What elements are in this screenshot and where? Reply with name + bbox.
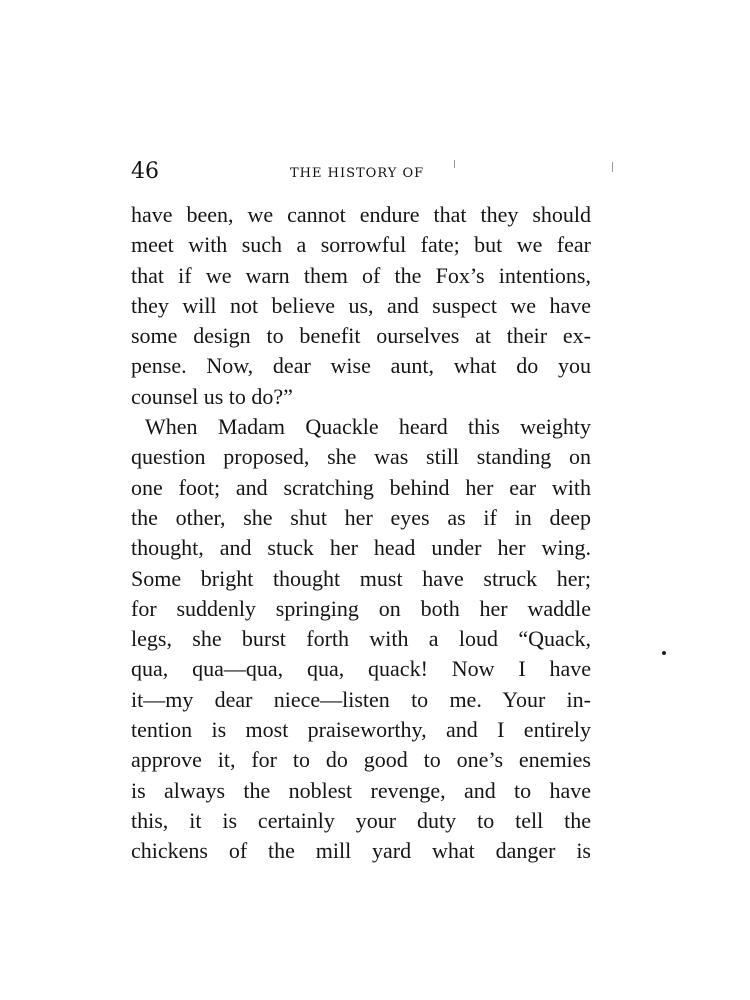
body-text xyxy=(131,200,591,867)
ink-speck xyxy=(612,162,613,172)
text-line: tention is most praiseworthy, and I entirely xyxy=(131,717,591,743)
text-line: thought, and stuck her head under her wing. xyxy=(131,535,591,561)
text-line: Some bright thought must have struck her; xyxy=(131,565,591,591)
text-line: have been, we cannot endure that they should xyxy=(131,202,591,227)
text-line: pense. Now, dear wise aunt, what do you xyxy=(131,353,591,379)
page-number: 46 xyxy=(131,159,159,184)
text-line: When Madam Quackle heard this weighty xyxy=(145,414,591,440)
text-line: is always the noblest revenge, and to have xyxy=(131,777,591,803)
text-line: counsel us to do?” xyxy=(131,383,293,409)
text-line: this, it is certainly your duty to tell the xyxy=(131,807,591,833)
text-line: qua, qua—qua, qua, quack! Now I have xyxy=(131,656,591,682)
text-line: approve it, for to do good to one’s enemies xyxy=(131,747,591,773)
text-line: question proposed, she was still standing on xyxy=(131,444,591,470)
ink-speck xyxy=(454,160,455,168)
text-line: chickens of the mill yard what danger is xyxy=(131,838,591,864)
text-line: it—my dear niece—listen to me. Your in- xyxy=(131,686,591,712)
text-line: for suddenly springing on both her waddle xyxy=(131,595,591,621)
text-line: that if we warn them of the Fox’s intentions, xyxy=(131,262,591,288)
text-line: one foot; and scratching behind her ear with xyxy=(131,474,591,500)
text-line: some design to benefit ourselves at their ex- xyxy=(131,323,591,349)
text-line: the other, she shut her eyes as if in deep xyxy=(131,504,591,530)
ink-speck xyxy=(662,651,666,655)
running-head: THE HISTORY OF xyxy=(290,166,425,181)
text-line: legs, she burst forth with a loud “Quack, xyxy=(131,626,591,652)
text-line: meet with such a sorrowful fate; but we fear xyxy=(131,232,591,258)
page-header xyxy=(131,156,591,188)
text-line: they will not believe us, and suspect we have xyxy=(131,292,591,318)
